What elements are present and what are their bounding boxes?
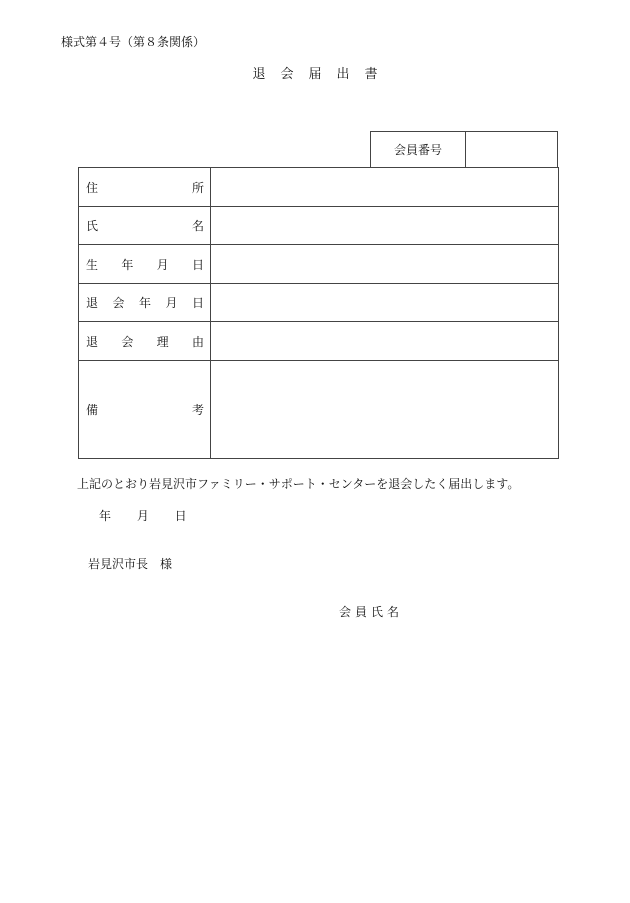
label-char: 氏 — [86, 219, 99, 233]
birthdate-label — [79, 245, 211, 284]
label-char: 年 — [121, 257, 134, 272]
label-char: 所 — [191, 180, 204, 195]
label-char: 名 — [191, 219, 204, 233]
label-char: 会 — [112, 296, 125, 310]
table-row-withdrawal-reason — [79, 322, 559, 361]
table-row-address — [79, 168, 559, 207]
member-name-label: 会員氏名 — [339, 605, 404, 619]
label-char: 月 — [156, 257, 169, 272]
member-number-label: 会員番号 — [371, 132, 466, 167]
submission-date-line: 年 月 日 — [99, 509, 187, 523]
address-label — [79, 168, 211, 207]
form-number: 様式第４号（第８条関係） — [61, 35, 206, 49]
label-char: 理 — [156, 334, 169, 349]
label-char: 考 — [191, 403, 204, 417]
table-row-remarks — [79, 361, 559, 459]
member-number-box — [370, 131, 558, 167]
member-number-field[interactable] — [466, 132, 557, 167]
birthdate-field[interactable] — [211, 245, 559, 284]
label-char: 由 — [191, 334, 204, 349]
remarks-label — [79, 361, 211, 459]
withdrawal-reason-label — [79, 322, 211, 361]
name-label — [79, 207, 211, 245]
label-char: 日 — [191, 296, 204, 310]
label-char: 会 — [121, 334, 134, 349]
label-char: 年 — [138, 296, 151, 310]
label-char: 生 — [86, 257, 99, 272]
label-char: 日 — [191, 257, 204, 272]
table-row-withdrawal-date — [79, 284, 559, 322]
declaration-text: 上記のとおり岩見沢市ファミリー・サポート・センターを退会したく届出します。 — [77, 477, 520, 491]
table-row-name — [79, 207, 559, 245]
withdrawal-date-label — [79, 284, 211, 322]
address-field[interactable] — [211, 168, 559, 207]
addressee: 岩見沢市長 様 — [88, 557, 173, 571]
document-title: 退会届出書 — [252, 67, 393, 82]
label-char: 退 — [86, 334, 99, 349]
withdrawal-form-table — [78, 167, 559, 459]
label-char: 備 — [86, 403, 99, 417]
name-field[interactable] — [211, 207, 559, 245]
label-char: 月 — [165, 296, 178, 310]
table-row-birthdate — [79, 245, 559, 284]
remarks-field[interactable] — [211, 361, 559, 459]
label-char: 住 — [86, 180, 99, 195]
withdrawal-reason-field[interactable] — [211, 322, 559, 361]
withdrawal-date-field[interactable] — [211, 284, 559, 322]
label-char: 退 — [86, 296, 99, 310]
